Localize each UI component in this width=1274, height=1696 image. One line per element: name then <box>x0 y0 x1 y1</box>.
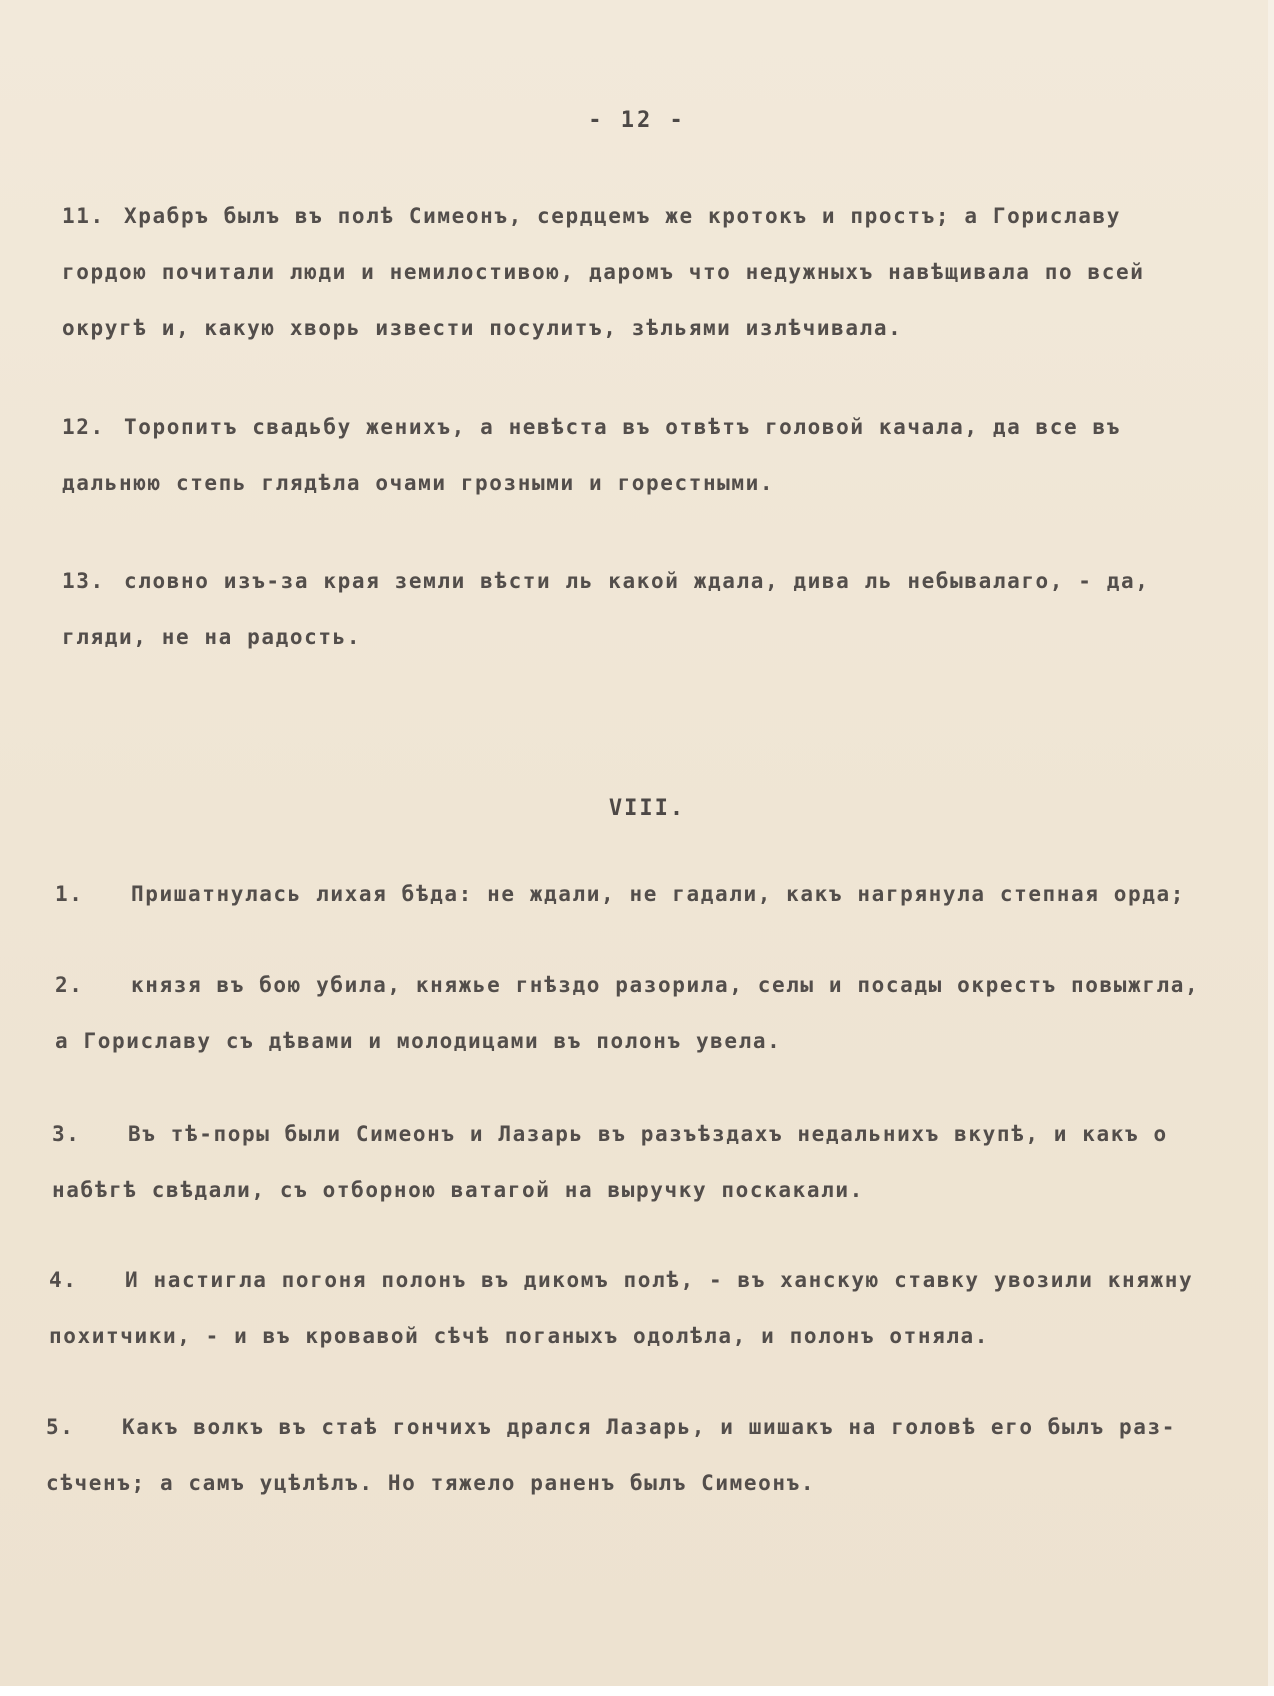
paragraph-line: округѣ и, какую хворь извести посулитъ, зѣльями излѣчивала. <box>62 316 903 340</box>
section-heading: VIII. <box>608 796 686 821</box>
paragraph-line: дальнюю степь глядѣла очами грозными и горестными. <box>62 471 775 495</box>
paragraph-number: 5. <box>46 1415 75 1439</box>
paragraph-viii-1 <box>55 866 1185 922</box>
paragraph-line <box>55 957 1199 1013</box>
paragraph-viii-4 <box>49 1252 1193 1364</box>
paragraph-number: 1. <box>55 882 84 906</box>
paragraph-line <box>62 399 1121 455</box>
paragraph-line <box>62 188 1144 244</box>
paragraph-line <box>49 1252 1193 1308</box>
paragraph-number: 12. <box>62 415 105 439</box>
paragraph-line <box>62 553 1150 609</box>
paragraph-viii-2 <box>55 957 1199 1069</box>
paragraph-line: сѣченъ; а самъ уцѣлѣлъ. Но тяжело раненъ былъ Симеонъ. <box>46 1471 816 1495</box>
paragraph-number: 4. <box>49 1268 78 1292</box>
paragraph-line: набѣгѣ свѣдали, съ отборною ватагой на выручку поскакали. <box>52 1178 864 1202</box>
paragraph-number: 11. <box>62 204 105 228</box>
scan-margin <box>0 1686 1274 1696</box>
paragraph-text: Какъ волкъ въ стаѣ гончихъ дрался Лазарь, и шишакъ на головѣ его былъ раз- <box>122 1415 1176 1439</box>
paragraph-line: гляди, не на радость. <box>62 625 362 649</box>
paragraph-12 <box>62 399 1121 511</box>
paragraph-line <box>55 866 1185 922</box>
paragraph-13 <box>62 553 1150 665</box>
paragraph-text: Пришатнулась лихая бѣда: не ждали, не гадали, какъ нагрянула степная орда; <box>131 882 1185 906</box>
paragraph-11 <box>62 188 1144 356</box>
paragraph-line: а Гориславу съ дѣвами и молодицами въ полонъ увела. <box>55 1029 782 1053</box>
paragraph-line <box>52 1106 1168 1162</box>
paragraph-number: 13. <box>62 569 105 593</box>
paragraph-line: похитчики, - и въ кровавой сѣчѣ поганыхъ одолѣла, и полонъ отняла. <box>49 1324 990 1348</box>
paragraph-text: князя въ бою убила, княжье гнѣздо разорила, селы и посады окрестъ повыжгла, <box>131 973 1200 997</box>
page-number: - 12 - <box>588 108 686 133</box>
paragraph-line: гордою почитали люди и немилостивою, даромъ что недужныхъ навѣщивала по всей <box>62 260 1145 284</box>
page-edge <box>1268 0 1274 1696</box>
paragraph-text: И настигла погоня полонъ въ дикомъ полѣ, - въ ханскую ставку увозили княжну <box>125 1268 1194 1292</box>
paragraph-number: 3. <box>52 1122 81 1146</box>
paragraph-line <box>46 1399 1176 1455</box>
paragraph-number: 2. <box>55 973 84 997</box>
paragraph-text: Храбръ былъ въ полѣ Симеонъ, сердцемъ же кротокъ и простъ; а Гориславу <box>124 204 1122 228</box>
paragraph-text: Въ тѣ-поры были Симеонъ и Лазарь въ разъѣздахъ недальнихъ вкупѣ, и какъ о <box>128 1122 1168 1146</box>
paragraph-text: Торопитъ свадьбу женихъ, а невѣста въ отвѣтъ головой качала, да все въ <box>124 415 1122 439</box>
paragraph-viii-5 <box>46 1399 1176 1511</box>
paragraph-text: словно изъ-за края земли вѣсти ль какой ждала, дива ль небывалаго, - да, <box>124 569 1150 593</box>
paragraph-viii-3 <box>52 1106 1168 1218</box>
